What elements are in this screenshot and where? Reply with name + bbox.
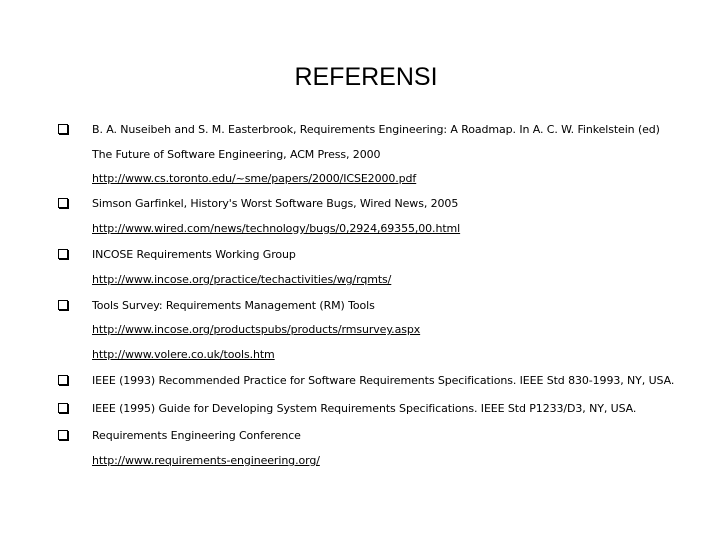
reference-link[interactable]: http://www.cs.toronto.edu/~sme/papers/2000/ICSE2000.pdf	[92, 172, 417, 185]
checkbox-bullet-icon	[58, 300, 68, 310]
reference-text: Tools Survey: Requirements Management (RM) Tools	[92, 299, 375, 312]
reference-text: The Future of Software Engineering, ACM Press, 2000	[92, 148, 381, 161]
checkbox-bullet-icon	[58, 430, 68, 440]
reference-text: Requirements Engineering Conference	[92, 429, 301, 442]
checkbox-bullet-icon	[58, 375, 68, 385]
reference-link[interactable]: http://www.wired.com/news/technology/bugs/0,2924,69355,00.html	[92, 222, 461, 235]
reference-link[interactable]: http://www.incose.org/productspubs/products/rmsurvey.aspx	[92, 323, 421, 336]
checkbox-bullet-icon	[58, 249, 68, 259]
reference-text: B. A. Nuseibeh and S. M. Easterbrook, Requirements Engineering: A Roadmap. In A. C. W. Finkelstein (ed)	[92, 123, 660, 136]
reference-link[interactable]: http://www.incose.org/practice/techactivities/wg/rqmts/	[92, 273, 392, 286]
page-title: REFERENSI	[294, 63, 438, 91]
reference-link[interactable]: http://www.requirements-engineering.org/	[92, 454, 320, 467]
checkbox-bullet-icon	[58, 403, 68, 413]
reference-text: Simson Garfinkel, History's Worst Software Bugs, Wired News, 2005	[92, 197, 459, 210]
reference-text: INCOSE Requirements Working Group	[92, 248, 296, 261]
reference-text: IEEE (1993) Recommended Practice for Software Requirements Specifications. IEEE Std 830-1993, NY, USA.	[92, 374, 675, 387]
reference-link[interactable]: http://www.volere.co.uk/tools.htm	[92, 348, 275, 361]
checkbox-bullet-icon	[58, 198, 68, 208]
reference-text: IEEE (1995) Guide for Developing System Requirements Specifications. IEEE Std P1233/D3, NY, USA.	[92, 402, 637, 415]
checkbox-bullet-icon	[58, 124, 68, 134]
